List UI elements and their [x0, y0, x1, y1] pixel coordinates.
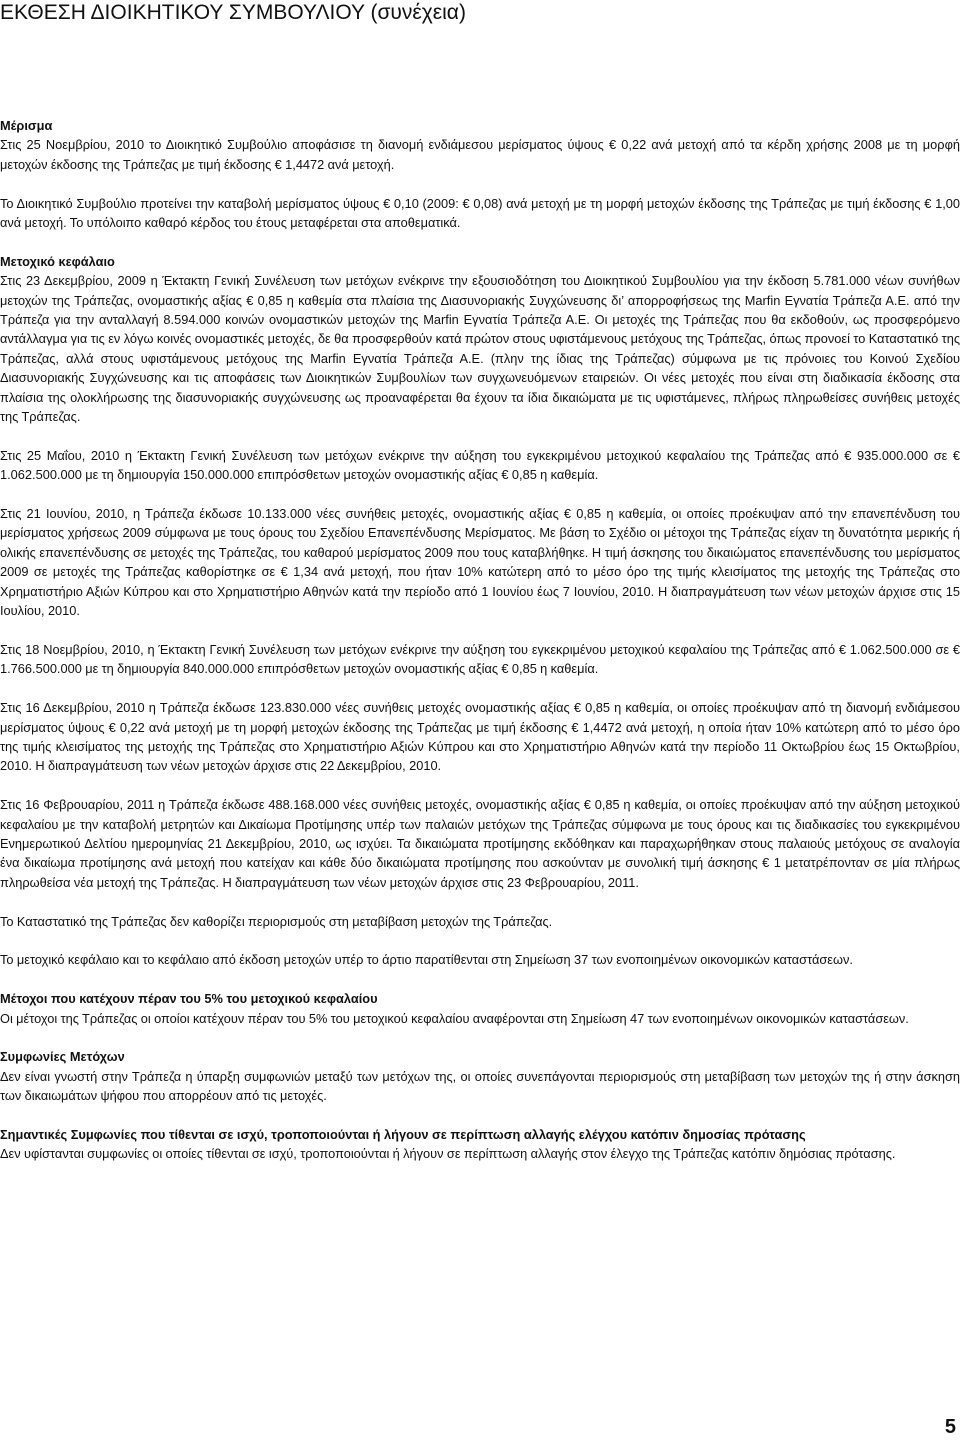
document-body	[0, 116, 960, 1164]
section-share-capital	[0, 252, 960, 970]
section-heading-dividend: Μέρισμα	[0, 118, 53, 133]
paragraph: Το Διοικητικό Συμβούλιο προτείνει την καταβολή μερίσματος ύψους € 0,10 (2009: € 0,08) ανά μετοχή με τη μορφή μετοχών έκδοσης της Τράπεζας με τιμή έκδοσης € 1,00 ανά μετοχή. Το υπόλοιπο καθαρό κέρδος του έτους μεταφέρεται στα αποθεματικά.	[0, 195, 960, 231]
paragraph: Στις 16 Φεβρουαρίου, 2011 η Τράπεζα έκδωσε 488.168.000 νέες συνήθεις μετοχές, ονομαστικής αξίας € 0,85 η καθεμία, οι οποίες προέκυψαν από την αύξηση μετοχικού κεφαλαίου με την καταβολή μετρητών και Δικαίωμα Προτίμησης υπέρ των παλαιών μετόχων της Τράπεζας σύμφωνα με τους όρους και τις διαδικασίες του εγκεκριμένου Ενημερωτικού Δελτίου ημερομηνίας 21 Δεκεμβρίου, 2010, ως ισχύει. Τα δικαιώματα προτίμησης εκδόθηκαν και παραχωρήθηκαν στους παλαιούς μετόχους σε αναλογία ένα δικαίωμα προτίμησης ανά μετοχή που κατείχαν και κάθε δύο δικαιώματα προτίμησης που ασκούνταν με συνολική τιμή άσκησης € 1 μετατρέπονταν σε μία πλήρως πληρωθείσα νέα μετοχή της Τράπεζας. Η διαπραγμάτευση των νέων μετοχών άρχισε στις 23 Φεβρουαρίου, 2011.	[0, 797, 960, 890]
section-heading-share-capital: Μετοχικό κεφάλαιο	[0, 253, 115, 269]
section-change-of-control	[0, 1125, 960, 1164]
paragraph: Οι μέτοχοι της Τράπεζας οι οποίοι κατέχουν πέραν του 5% του μετοχικού κεφαλαίου αναφέρονται στη Σημείωση 47 των ενοποιημένων οικονομικών καταστάσεων.	[0, 1010, 909, 1026]
paragraph: Στις 16 Δεκεμβρίου, 2010 η Τράπεζα έκδωσε 123.830.000 νέες συνήθεις μετοχές ονομαστικής αξίας € 0,85 η καθεμία, οι οποίες προέκυψαν από τη διανομή ενδιάμεσου μερίσματος ύψους € 0,22 ανά μετοχή με τη μορφή μετοχών έκδοσης της Τράπεζας με τιμή έκδοσης € 1,4472 ανά μετοχή, η οποία ήταν 10% κατώτερη από το μέσο όρο της τιμής κλεισίματος της μετοχής της Τράπεζας στο Χρηματιστήριο Αξιών Κύπρου και στο Χρηματιστήριο Αθηνών κατά την περίοδο 11 Οκτωβρίου έως 15 Οκτωβρίου, 2010. Η διαπραγμάτευση των νέων μετοχών άρχισε στις 22 Δεκεμβρίου, 2010.	[0, 700, 960, 774]
paragraph: Το Καταστατικό της Τράπεζας δεν καθορίζει περιορισμούς στη μεταβίβαση μετοχών της Τράπεζας.	[0, 913, 553, 929]
paragraph: Στις 21 Ιουνίου, 2010, η Τράπεζα έκδωσε 10.133.000 νέες συνήθεις μετοχές, ονομαστικής αξίας € 0,85 η καθεμία, οι οποίες προέκυψαν από την επανεπένδυση του μερίσματος χρήσεως 2009 σύμφωνα με τους όρους του Σχεδίου Επανεπένδυσης Μερίσματος. Με βάση το Σχέδιο οι μέτοχοι της Τράπεζας είχαν τη δυνατότητα μερικής ή ολικής επανεπένδυσης σε μετοχές της Τράπεζας, του καθαρού μερίσματος 2009 που τους καταβλήθηκε. Η τιμή άσκησης του δικαιώματος επανεπένδυσης του μερίσματος 2009 σε μετοχές της Τράπεζας καθορίστηκε σε € 1,34 ανά μετοχή, που ήταν 10% κατώτερη από το μέσο όρο της τιμής κλεισίματος της μετοχής της Τράπεζας στο Χρηματιστήριο Αξιών Κύπρου και στο Χρηματιστήριο Αθηνών κατά την περίοδο από 1 Ιουνίου έως 7 Ιουνίου, 2010. Η διαπραγμάτευση των νέων μετοχών άρχισε στις 15 Ιουλίου, 2010.	[0, 506, 960, 619]
paragraph: Στις 25 Νοεμβρίου, 2010 το Διοικητικό Συμβούλιο αποφάσισε τη διανομή ενδιάμεσου μερίσματος ύψους € 0,22 ανά μετοχή από τα κέρδη χρήσης 2008 με τη μορφή μετοχών έκδοσης της Τράπεζας με τιμή έκδοσης € 1,4472 ανά μετοχή.	[0, 137, 960, 172]
paragraph: Δεν είναι γνωστή στην Τράπεζα η ύπαρξη συμφωνιών μεταξύ των μετόχων της, οι οποίες συνεπάγονται περιορισμούς στη μεταβίβαση των μετοχών της ή στην άσκηση των δικαιωμάτων ψήφου που απορρέουν από τις μετοχές.	[0, 1068, 960, 1104]
section-heading-major-shareholders: Μέτοχοι που κατέχουν πέραν του 5% του μετοχικού κεφαλαίου	[0, 991, 378, 1007]
section-dividend	[0, 116, 960, 232]
paragraph: Στις 23 Δεκεμβρίου, 2009 η Έκτακτη Γενική Συνέλευση των μετόχων ενέκρινε την εξουσιοδότηση του Διοικητικού Συμβουλίου για την έκδοση 5.781.000 νέων συνήθων μετοχών της Τράπεζας, ονομαστικής αξίας € 0,85 η καθεμία στα πλαίσια της Διασυνοριακής Συγχώνευσης δι’ απορροφήσεως της Marfin Εγνατία Τράπεζα Α.Ε. από την Τράπεζα για την ανταλλαγή 8.594.000 κοινών ονομαστικών μετοχών της Marfin Εγνατία Τράπεζα Α.Ε. Οι μετοχές της Τράπεζας που θα εκδοθούν, ως προσφερόμενο αντάλλαγμα για τις εν λόγω κοινές ονομαστικές μετοχές, δε θα προσφερθούν κατά πρώτον στους υφιστάμενους μετόχους της Τράπεζας, όπως προνοεί το Καταστατικό της Τράπεζας, αλλά στους υφιστάμενους μετόχους της Marfin Εγνατία Τράπεζα Α.Ε. (πλην της ίδιας της Τράπεζας) σύμφωνα με τις πρόνοιες του Κοινού Σχεδίου Διασυνοριακής Συγχώνευσης και τις αποφάσεις των Διοικητικών Συμβουλίων των συγχωνευόμενων εταιρειών. Οι νέες μετοχές που είναι στη διαδικασία έκδοσης στα πλαίσια της ολοκλήρωσης της διασυνοριακής συγχώνευσης ως προαναφέρεται θα έχουν τα ίδια δικαιώματα με τις υφιστάμενες, πλήρως πληρωθείσες συνήθεις μετοχές της Τράπεζας.	[0, 273, 960, 425]
section-major-shareholders	[0, 989, 960, 1028]
paragraph: Το μετοχικό κεφάλαιο και το κεφάλαιο από έκδοση μετοχών υπέρ το άρτιο παρατίθενται στη Σημείωση 37 των ενοποιημένων οικονομικών καταστάσεων.	[0, 952, 853, 968]
paragraph: Στις 25 Μαΐου, 2010 η Έκτακτη Γενική Συνέλευση των μετόχων ενέκρινε την αύξηση του εγκεκριμένου μετοχικού κεφαλαίου της Τράπεζας από € 935.000.000 σε € 1.062.500.000 με τη δημιουργία 150.000.000 επιπρόσθετων μετοχών ονομαστικής αξίας € 0,85 η καθεμία.	[0, 447, 960, 483]
page-number: 5	[944, 1416, 956, 1438]
paragraph: Δεν υφίστανται συμφωνίες οι οποίες τίθενται σε ισχύ, τροποποιούνται ή λήγουν σε περίπτωση αλλαγής στον έλεγχο της Τράπεζας κατόπιν δημόσιας πρότασης.	[0, 1146, 896, 1162]
section-heading-shareholder-agreements: Συμφωνίες Μετόχων	[0, 1049, 125, 1065]
section-heading-change-of-control: Σημαντικές Συμφωνίες που τίθενται σε ισχύ, τροποποιούνται ή λήγουν σε περίπτωση αλλαγής ελέγχου κατόπιν δημοσίας πρότασης	[0, 1126, 806, 1142]
paragraph: Στις 18 Νοεμβρίου, 2010, η Έκτακτη Γενική Συνέλευση των μετόχων ενέκρινε την αύξηση του εγκεκριμένου μετοχικού κεφαλαίου της Τράπεζας από € 1.062.500.000 σε € 1.766.500.000 με τη δημιουργία 840.000.000 επιπρόσθετων μετοχών ονομαστικής αξίας € 0,85 η καθεμία.	[0, 641, 960, 677]
page-title: ΕΚΘΕΣΗ ΔΙΟΙΚΗΤΙΚΟΥ ΣΥΜΒΟΥΛΙΟΥ (συνέχεια)	[0, 1, 466, 24]
section-shareholder-agreements	[0, 1047, 960, 1105]
